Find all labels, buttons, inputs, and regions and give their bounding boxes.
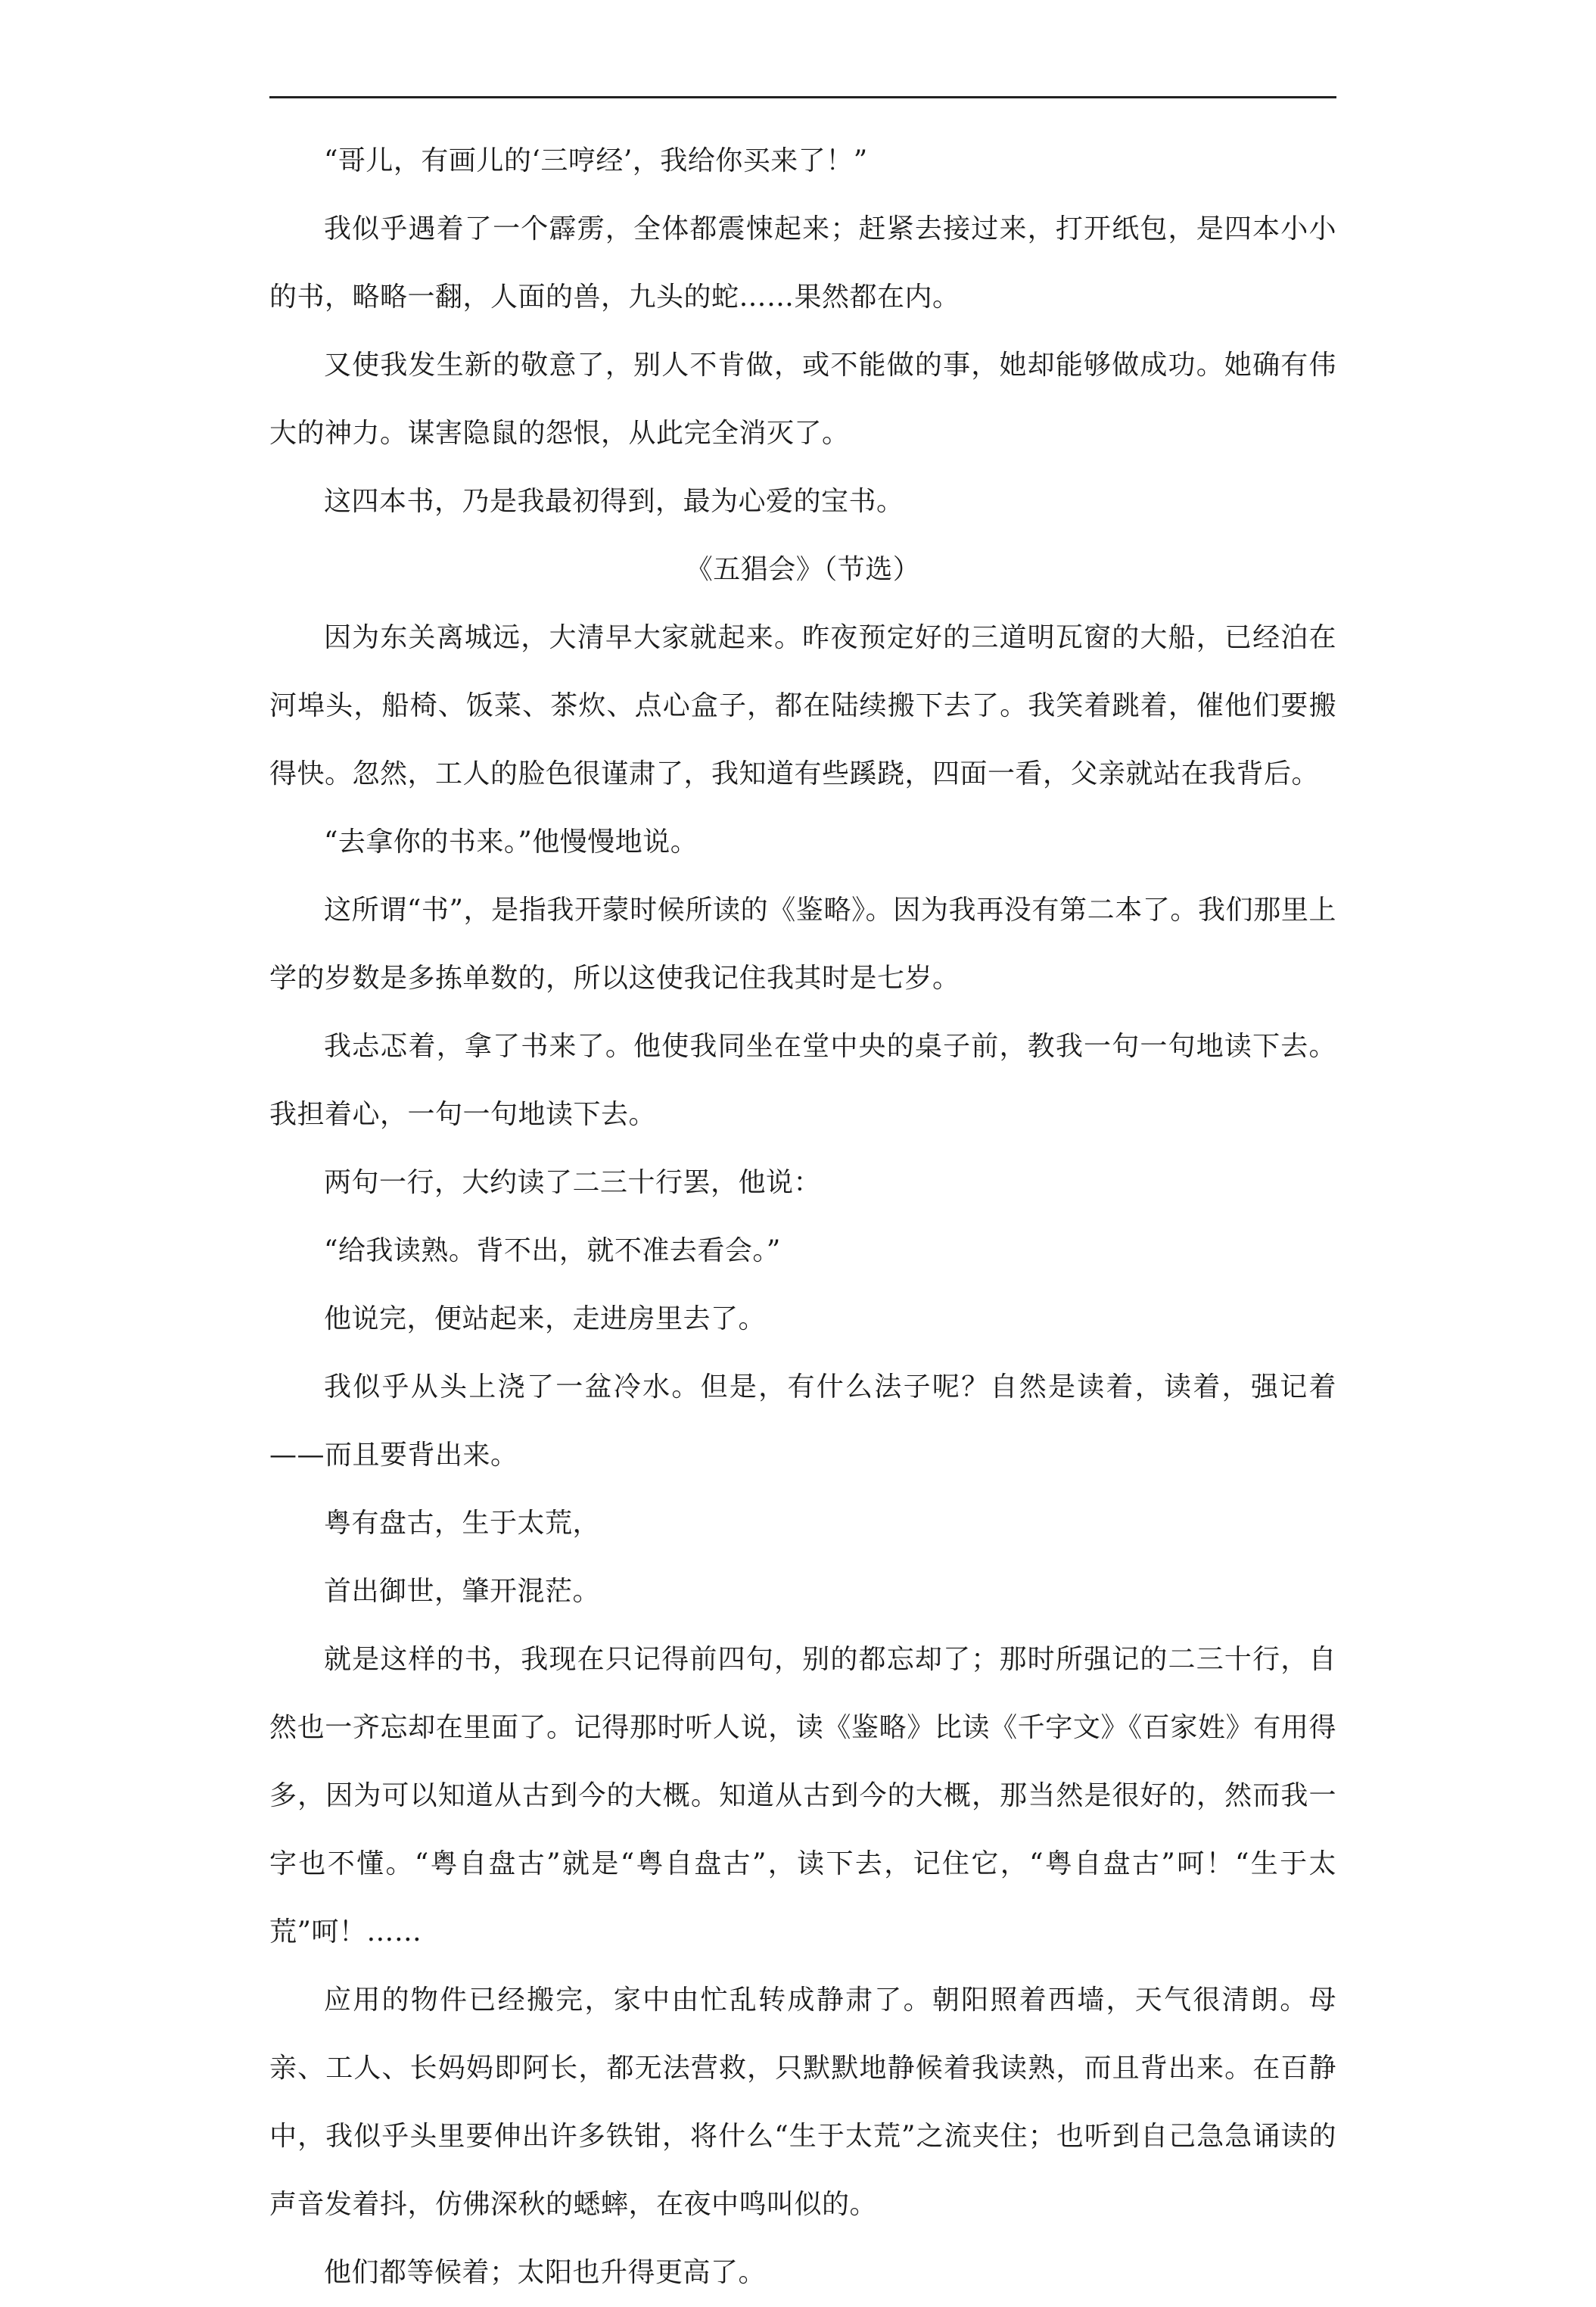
- paragraph: 这所谓“书”，是指我开蒙时候所读的《鉴略》。因为我再没有第二本了。我们那里上学的岁数是多拣单数的，所以这使我记住我其时是七岁。: [269, 895, 1336, 994]
- verse-line: 首出御世，肇开混茫。: [324, 1576, 601, 1607]
- paragraph: 又使我发生新的敬意了，别人不肯做，或不能做的事，她却能够做成功。她确有伟大的神力。谋害隐鼠的怨恨，从此完全消灭了。: [269, 350, 1336, 449]
- paragraph: 应用的物件已经搬完，家中由忙乱转成静肃了。朝阳照着西墙，天气很清朗。母亲、工人、长妈妈即阿长，都无法营救，只默默地静候着我读熟，而且背出来。在百静中，我似乎头里要伸出许多铁钳，将什么“生于太荒”之流夹住；也听到自己急急诵读的声音发着抖，仿佛深秋的蟋蟀，在夜中鸣叫似的。: [269, 1985, 1336, 2220]
- header-rule: [269, 96, 1336, 98]
- paragraph: “去拿你的书来。”他慢慢地说。: [324, 827, 698, 858]
- paragraph: 两句一行，大约读了二三十行罢，他说：: [324, 1167, 822, 1198]
- paragraph: 我似乎从头上浇了一盆冷水。但是，有什么法子呢？自然是读着，读着，强记着——而且要背出来。: [269, 1371, 1336, 1471]
- verse-line: 粤有盘古，生于太荒，: [324, 1508, 601, 1539]
- paragraph: 我忐忑着，拿了书来了。他使我同坐在堂中央的桌子前，教我一句一句地读下去。我担着心，一句一句地读下去。: [269, 1031, 1336, 1130]
- paragraph: 我似乎遇着了一个霹雳，全体都震悚起来；赶紧去接过来，打开纸包，是四本小小的书，略略一翻，人面的兽，九头的蛇……果然都在内。: [269, 213, 1336, 313]
- paragraph: 就是这样的书，我现在只记得前四句，别的都忘却了；那时所强记的二三十行，自然也一齐忘却在里面了。记得那时听人说，读《鉴略》比读《千字文》《百家姓》有用得多，因为可以知道从古到今的大概。知道从古到今的大概，那当然是很好的，然而我一字也不懂。“粤自盘古”就是“粤自盘古”，读下去，记住它，“粤自盘古”呵！“生于太荒”呵！……: [269, 1644, 1336, 1947]
- paragraph: 这四本书，乃是我最初得到，最为心爱的宝书。: [324, 486, 904, 517]
- paragraph: 他说完，便站起来，走进房里去了。: [324, 1303, 767, 1334]
- paragraph: “给我读熟。背不出，就不准去看会。”: [324, 1235, 781, 1266]
- paragraph: 因为东关离城远，大清早大家就起来。昨夜预定好的三道明瓦窗的大船，已经泊在河埠头，船椅、饭菜、茶炊、点心盒子，都在陆续搬下去了。我笑着跳着，催他们要搬得快。忽然，工人的脸色很谨肃了，我知道有些蹊跷，四面一看，父亲就站在我背后。: [269, 622, 1336, 789]
- document-body: [269, 127, 1336, 2307]
- section-title: 《五猖会》（节选）: [685, 554, 921, 585]
- paragraph: 他们都等候着；太阳也升得更高了。: [324, 2257, 767, 2288]
- paragraph: “哥儿，有画儿的‘三哼经’，我给你买来了！”: [324, 145, 868, 176]
